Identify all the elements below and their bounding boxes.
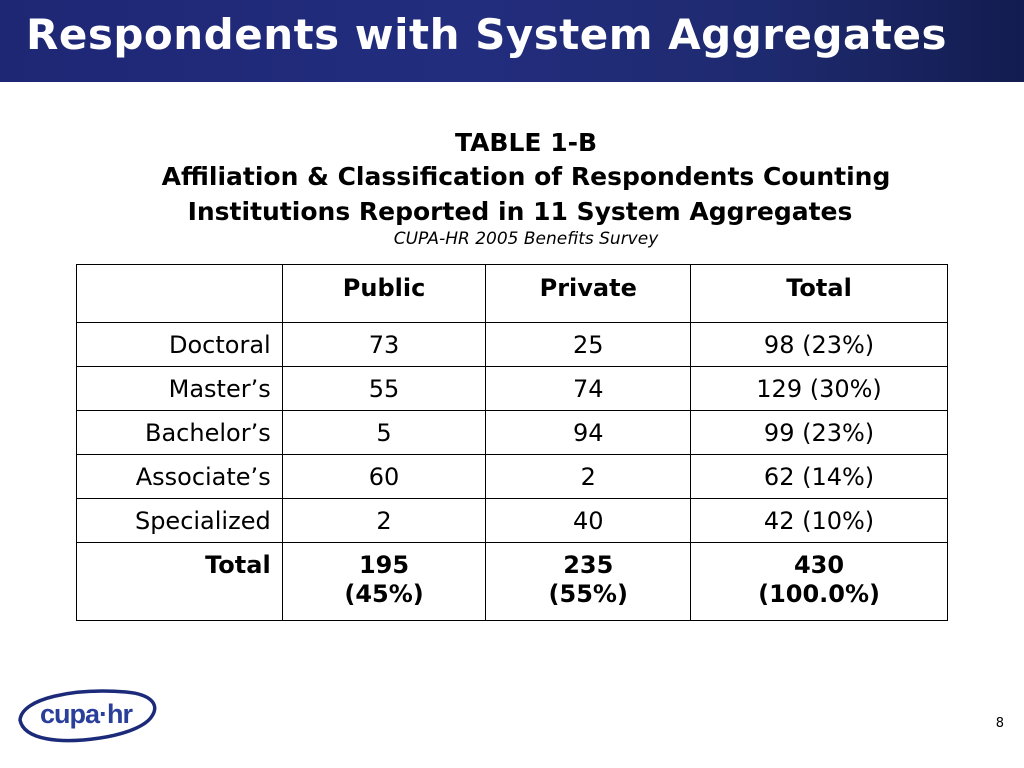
row-label: Associate’s — [77, 455, 283, 499]
header-cell-public: Public — [282, 265, 486, 323]
table-label: TABLE 1-B — [454, 128, 598, 157]
row-label: Bachelor’s — [77, 411, 283, 455]
total-private-count: 235 — [563, 551, 614, 579]
cell-private: 40 — [486, 499, 691, 543]
cell-private: 94 — [486, 411, 691, 455]
cell-public: 73 — [282, 323, 486, 367]
cell-public: 2 — [282, 499, 486, 543]
cell-total: 42 (10%) — [691, 499, 948, 543]
cell-total: 98 (23%) — [691, 323, 948, 367]
table-row — [77, 323, 948, 367]
title-bar — [0, 0, 1024, 82]
cell-total: 99 (23%) — [691, 411, 948, 455]
cell-public: 60 — [282, 455, 486, 499]
cell-private: 25 — [486, 323, 691, 367]
total-total-percent: (100.0%) — [758, 580, 880, 608]
table-heading-line-2: Institutions Reported in 11 System Aggregates — [187, 197, 853, 226]
cell-public: 5 — [282, 411, 486, 455]
total-cell-private — [486, 543, 691, 621]
respondents-table — [76, 264, 948, 621]
cell-private: 74 — [486, 367, 691, 411]
total-public-count: 195 — [358, 551, 410, 579]
total-cell-total — [691, 543, 948, 621]
cell-public: 55 — [282, 367, 486, 411]
cell-total: 129 (30%) — [691, 367, 948, 411]
slide-title: Respondents with System Aggregates — [26, 10, 947, 59]
row-label: Doctoral — [77, 323, 283, 367]
header-cell-private: Private — [486, 265, 691, 323]
total-private-percent: (55%) — [548, 580, 628, 608]
total-cell-public — [282, 543, 486, 621]
row-label: Specialized — [77, 499, 283, 543]
cell-total: 62 (14%) — [691, 455, 948, 499]
total-row-label: Total — [77, 543, 283, 621]
table-row — [77, 455, 948, 499]
header-cell-total: Total — [691, 265, 948, 323]
table-heading-line-1: Affiliation & Classification of Respondents Counting — [161, 162, 891, 191]
table-header-row — [77, 265, 948, 323]
table-total-row — [77, 543, 948, 621]
table-row — [77, 499, 948, 543]
cupa-hr-logo — [14, 686, 160, 744]
table-row — [77, 367, 948, 411]
table-source: CUPA-HR 2005 Benefits Survey — [393, 229, 659, 249]
total-total-count: 430 — [793, 551, 845, 579]
total-public-percent: (45%) — [344, 580, 424, 608]
table-row — [77, 411, 948, 455]
header-cell-empty — [77, 265, 283, 323]
row-label: Master’s — [77, 367, 283, 411]
logo-text: cupa·hr — [39, 699, 133, 729]
page-number: 8 — [995, 716, 1004, 731]
cell-private: 2 — [486, 455, 691, 499]
